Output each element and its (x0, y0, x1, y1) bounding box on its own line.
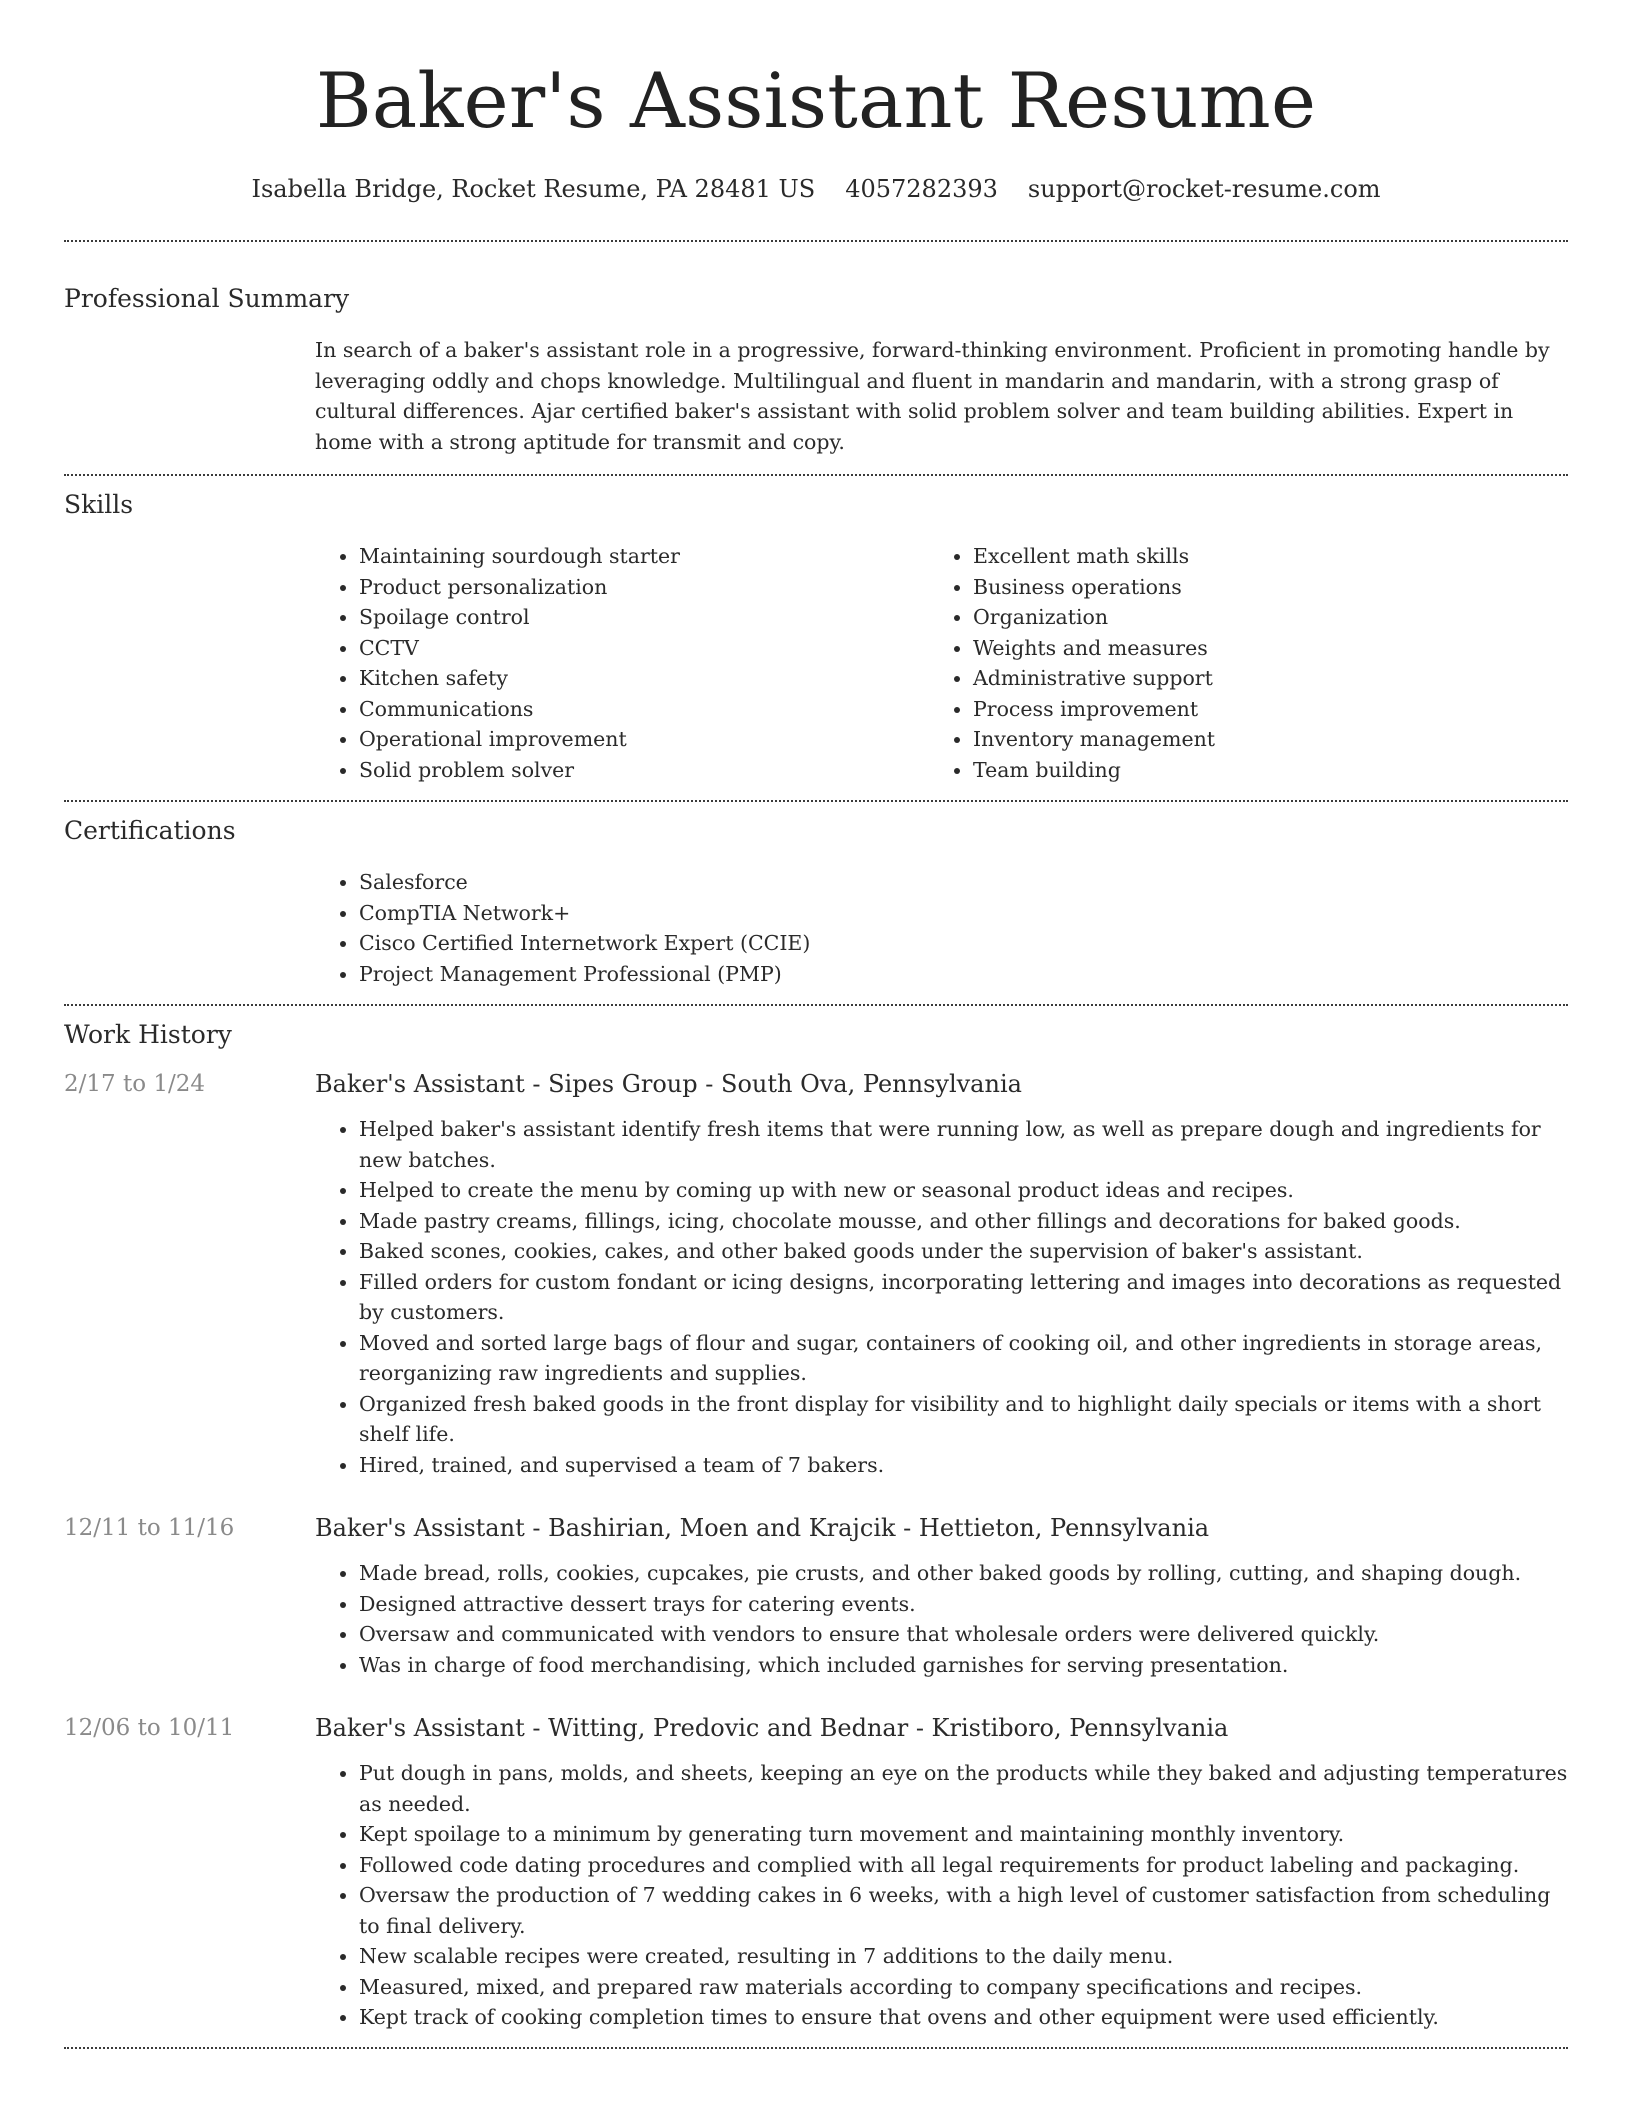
job-bullets (315, 1558, 1568, 1680)
list-item: • Team building (973, 755, 1543, 786)
job-bullets (315, 1758, 1568, 2033)
list-item: • Kept track of cooking completion times to ensure that ovens and other equipment were used efficiently. (359, 2002, 1568, 2033)
list-item: • Business operations (973, 572, 1543, 603)
list-item: • Moved and sorted large bags of flour and sugar, containers of cooking oil, and other ingredients in storage areas, reorganizing raw ingredients and supplies. (359, 1328, 1568, 1389)
list-item: • Operational improvement (359, 724, 929, 755)
list-item: • Hired, trained, and supervised a team of 7 bakers. (359, 1450, 1568, 1481)
contact-address: Isabella Bridge, Rocket Resume, PA 28481 US (251, 175, 816, 203)
list-item: • Made pastry creams, fillings, icing, chocolate mousse, and other fillings and decorations for baked goods. (359, 1206, 1568, 1237)
list-item: • Solid problem solver (359, 755, 929, 786)
certifications-section (64, 802, 1568, 1004)
list-item: • CompTIA Network+ (359, 898, 1568, 929)
list-item: • Cisco Certified Internetwork Expert (CCIE) (359, 928, 1568, 959)
certifications-list (315, 867, 1568, 989)
list-item: • New scalable recipes were created, resulting in 7 additions to the daily menu. (359, 1941, 1568, 1972)
skills-columns (315, 541, 1568, 800)
list-item: • Inventory management (973, 724, 1543, 755)
list-item: • Oversaw the production of 7 wedding cakes in 6 weeks, with a high level of customer satisfaction from scheduling to final delivery. (359, 1880, 1568, 1941)
contact-line (64, 172, 1568, 206)
resume-title: Baker's Assistant Resume (315, 56, 1317, 145)
list-item: • Filled orders for custom fondant or icing designs, incorporating lettering and images into decorations as requested by customers. (359, 1267, 1568, 1328)
job-title: Baker's Assistant - Bashirian, Moen and Krajcik - Hettieton, Pennsylvania (315, 1514, 1210, 1542)
list-item: • Process improvement (973, 694, 1543, 725)
list-item: • Weights and measures (973, 633, 1543, 664)
job-entry (64, 1068, 1568, 1480)
section-heading-summary: Professional Summary (64, 284, 350, 313)
summary-text: In search of a baker's assistant role in a progressive, forward-thinking environment. Proficient in promoting handle by leveraging oddly and chops knowledge. Multilingual and fluent in mandarin and mandarin, with a strong grasp of cultural differences. Ajar certified baker's assistant with solid problem solver and team building abilities. Expert in home with a strong aptitude for transmit and copy. (315, 338, 1550, 454)
professional-summary-section (64, 242, 1568, 474)
job-dates: 12/06 to 10/11 (64, 1715, 235, 1741)
certifications-block (315, 867, 1568, 1004)
job-title: Baker's Assistant - Witting, Predovic and Bednar - Kristiboro, Pennsylvania (315, 1714, 1229, 1742)
list-item: • Followed code dating procedures and complied with all legal requirements for product labeling and packaging. (359, 1850, 1568, 1881)
job-dates: 12/11 to 11/16 (64, 1515, 235, 1541)
list-item: • Product personalization (359, 572, 929, 603)
job-details (315, 1512, 1568, 1680)
section-heading-skills: Skills (64, 490, 134, 519)
job-details (315, 1712, 1568, 2033)
list-item: • Helped baker's assistant identify fresh items that were running low, as well as prepare dough and ingredients for new batches. (359, 1114, 1568, 1175)
list-item: • Measured, mixed, and prepared raw materials according to company specifications and recipes. (359, 1972, 1568, 2003)
list-item: • Kept spoilage to a minimum by generating turn movement and maintaining monthly inventory. (359, 1819, 1568, 1850)
list-item: • Designed attractive dessert trays for catering events. (359, 1589, 1568, 1620)
list-item: • Organized fresh baked goods in the front display for visibility and to highlight daily specials or items with a short shelf life. (359, 1389, 1568, 1450)
section-heading-certifications: Certifications (64, 816, 236, 845)
skills-list-left (315, 541, 929, 785)
list-item: • Was in charge of food merchandising, which included garnishes for serving presentation. (359, 1650, 1568, 1681)
list-item: • Spoilage control (359, 602, 929, 633)
skills-list-right (929, 541, 1543, 785)
list-item: • Project Management Professional (PMP) (359, 959, 1568, 990)
job-bullets (315, 1114, 1568, 1480)
job-entry (64, 1512, 1568, 1680)
job-details (315, 1068, 1568, 1480)
list-item: • Helped to create the menu by coming up with new or seasonal product ideas and recipes. (359, 1175, 1568, 1206)
jobs-list (64, 1068, 1568, 2033)
divider (64, 2047, 1568, 2049)
list-item: • Organization (973, 602, 1543, 633)
job-dates: 2/17 to 1/24 (64, 1071, 206, 1097)
list-item: • Kitchen safety (359, 663, 929, 694)
list-item: • CCTV (359, 633, 929, 664)
skills-section (64, 476, 1568, 800)
list-item: • Baked scones, cookies, cakes, and other baked goods under the supervision of baker's assistant. (359, 1236, 1568, 1267)
list-item: • Maintaining sourdough starter (359, 541, 929, 572)
list-item: • Put dough in pans, molds, and sheets, keeping an eye on the products while they baked and adjusting temperatures as needed. (359, 1758, 1568, 1819)
list-item: • Excellent math skills (973, 541, 1543, 572)
contact-email: support@rocket-resume.com (1027, 175, 1381, 203)
list-item: • Salesforce (359, 867, 1568, 898)
list-item: • Oversaw and communicated with vendors to ensure that wholesale orders were delivered quickly. (359, 1619, 1568, 1650)
work-history-section (64, 1006, 1568, 2033)
list-item: • Made bread, rolls, cookies, cupcakes, pie crusts, and other baked goods by rolling, cutting, and shaping dough. (359, 1558, 1568, 1589)
resume-header (64, 48, 1568, 206)
list-item: • Administrative support (973, 663, 1543, 694)
contact-phone: 4057282393 (845, 175, 998, 203)
job-entry (64, 1712, 1568, 2033)
section-heading-work-history: Work History (64, 1020, 232, 1049)
list-item: • Communications (359, 694, 929, 725)
job-title: Baker's Assistant - Sipes Group - South Ova, Pennsylvania (315, 1070, 1022, 1098)
